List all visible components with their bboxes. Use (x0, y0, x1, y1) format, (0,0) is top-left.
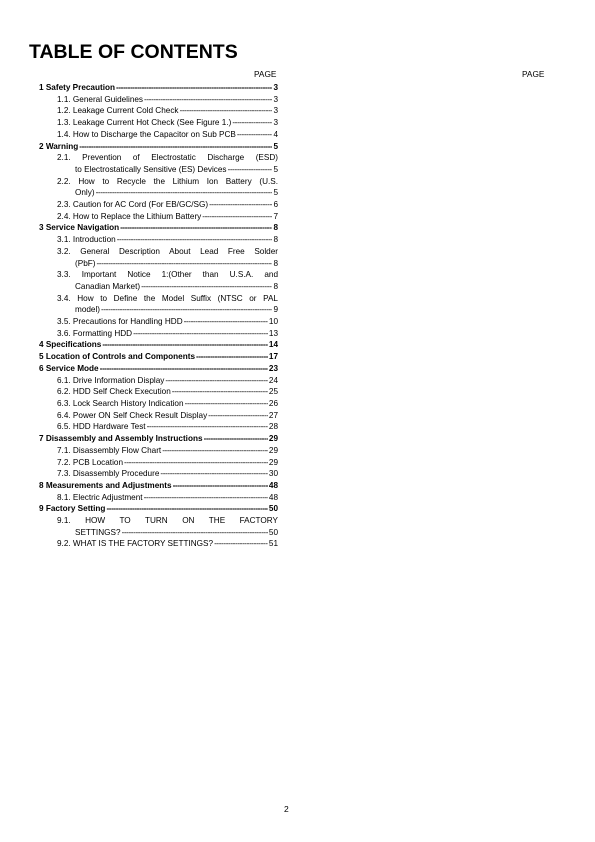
toc-entry-text: 3.5. Precautions for Handling HDD (57, 317, 183, 327)
dot-leader (162, 445, 268, 457)
toc-section-entry[interactable] (39, 503, 278, 515)
dot-leader (124, 457, 268, 469)
toc-entry-text: 6.2. HDD Self Check Execution (57, 387, 171, 397)
dot-leader (173, 480, 268, 492)
page-column-header-left: PAGE (254, 69, 277, 79)
toc-entry-page-number: 17 (268, 352, 278, 362)
dot-leader (144, 94, 272, 106)
toc-entry-page-number: 5 (273, 164, 278, 174)
dot-leader (214, 538, 268, 550)
dot-leader (180, 105, 273, 117)
toc-entry-text: 9.1. HOW TO TURN ON THE FACTORY (57, 516, 278, 526)
toc-subsection-entry[interactable] (39, 94, 278, 106)
toc-entry-text: 2 Warning (39, 141, 79, 151)
toc-entry-text: 7.3. Disassembly Procedure (57, 469, 160, 479)
toc-entry-text: 9.2. WHAT IS THE FACTORY SETTINGS? (57, 539, 214, 549)
toc-subsection-entry[interactable] (39, 328, 278, 340)
toc-section-entry[interactable] (39, 82, 278, 94)
toc-subsection-entry[interactable] (39, 316, 278, 328)
dot-leader (196, 351, 268, 363)
toc-entry-text: to Electrostatically Sensitive (ES) Devices (75, 164, 227, 174)
dot-leader (144, 492, 268, 504)
toc-entry-text: 8 Measurements and Adjustments (39, 480, 172, 490)
toc-entry-text: 2.2. How to Recycle the Lithium Ion Battery (U.S. (57, 176, 278, 186)
toc-section-entry[interactable] (39, 351, 278, 363)
toc-entry-text: 7 Disassembly and Assembly Instructions (39, 434, 203, 444)
toc-entry-page-number: 24 (268, 375, 278, 385)
toc-section-entry[interactable] (39, 222, 278, 234)
toc-entry-text: 1 Safety Precaution (39, 83, 115, 92)
toc-entry-text: 1.4. How to Discharge the Capacitor on Sub PCB (57, 129, 236, 139)
toc-subsection-entry[interactable] (39, 234, 278, 246)
toc-section-entry[interactable] (39, 480, 278, 492)
dot-leader (117, 234, 273, 246)
toc-entry-text: 2.4. How to Replace the Lithium Battery (57, 211, 202, 221)
toc-subsection-entry[interactable] (39, 538, 278, 550)
toc-entry-text: model) (75, 305, 101, 315)
toc-entry-text: 8.1. Electric Adjustment (57, 492, 143, 502)
toc-entry-text: Only) (75, 188, 95, 198)
toc-entry-page-number: 4 (273, 129, 278, 139)
toc-entry-text: 6.5. HDD Hardware Test (57, 422, 146, 432)
toc-entry-text: 4 Specifications (39, 340, 102, 350)
toc-subsection-entry[interactable] (39, 117, 278, 129)
toc-entry-text: 1.1. General Guidelines (57, 94, 144, 104)
toc-entry-page-number: 8 (273, 281, 278, 291)
toc-section-entry[interactable] (39, 363, 278, 375)
dot-leader (172, 386, 268, 398)
dot-leader (101, 304, 272, 316)
toc-subsection-entry[interactable] (39, 152, 278, 175)
toc-entry-page-number: 13 (268, 328, 278, 338)
dot-leader (79, 141, 272, 153)
toc-entry-text: 3.1. Introduction (57, 235, 116, 245)
page-column-header-right: PAGE (522, 69, 545, 79)
dot-leader (122, 527, 268, 539)
toc-entry-page-number: 5 (273, 141, 278, 151)
dot-leader (102, 339, 268, 351)
dot-leader (96, 187, 273, 199)
toc-entry-page-number: 29 (268, 434, 278, 444)
page-number: 2 (284, 804, 289, 814)
toc-entry-page-number: 29 (268, 457, 278, 467)
toc-subsection-entry[interactable] (39, 246, 278, 269)
dot-leader (116, 82, 272, 94)
toc-entry-text: 3.3. Important Notice 1:(Other than U.S.A. and (57, 270, 278, 280)
toc-entry-text: 6.4. Power ON Self Check Result Display (57, 410, 208, 420)
toc-entry-page-number: 14 (268, 340, 278, 350)
toc-subsection-entry[interactable] (39, 176, 278, 199)
document-title: TABLE OF CONTENTS (29, 41, 238, 63)
toc-entry-page-number: 3 (273, 94, 278, 104)
toc-subsection-entry[interactable] (39, 421, 278, 433)
dot-leader (184, 316, 268, 328)
toc-subsection-entry[interactable] (39, 492, 278, 504)
toc-entry-text: 1.2. Leakage Current Cold Check (57, 106, 179, 116)
toc-entry-text: 2.3. Caution for AC Cord (For EB/GC/SG) (57, 200, 209, 210)
toc-entry-page-number: 51 (268, 539, 278, 549)
toc-entry-text: 6.3. Lock Search History Indication (57, 398, 184, 408)
dot-leader (209, 199, 272, 211)
toc-subsection-entry[interactable] (39, 375, 278, 387)
dot-leader (208, 410, 268, 422)
toc-entry-text: 6.1. Drive Information Display (57, 375, 165, 385)
toc-entry-page-number: 50 (268, 504, 278, 514)
dot-leader (141, 281, 272, 293)
toc-entry-page-number: 48 (268, 492, 278, 502)
toc-entry-page-number: 28 (268, 422, 278, 432)
dot-leader (228, 164, 273, 176)
toc-entry-page-number: 3 (273, 106, 278, 116)
toc-entry-text: 3.4. How to Define the Model Suffix (NTSC or PAL (57, 293, 278, 303)
toc-entry-page-number: 5 (273, 188, 278, 198)
toc-entry-page-number: 3 (273, 118, 278, 128)
toc-subsection-entry[interactable] (39, 398, 278, 410)
toc-entry-text: (PbF) (75, 258, 96, 268)
toc-entry-page-number: 9 (273, 305, 278, 315)
toc-subsection-entry[interactable] (39, 468, 278, 480)
toc-entry-page-number: 25 (268, 387, 278, 397)
toc-entry-text: 1.3. Leakage Current Hot Check (See Figure 1.) (57, 118, 232, 128)
dot-leader (185, 398, 268, 410)
toc-entry-page-number: 29 (268, 445, 278, 455)
toc-subsection-entry[interactable] (39, 445, 278, 457)
toc-subsection-entry[interactable] (39, 457, 278, 469)
toc-entry-page-number: 50 (268, 527, 278, 537)
toc-entry-text: 7.1. Disassembly Flow Chart (57, 445, 162, 455)
toc-entry-text: 7.2. PCB Location (57, 457, 123, 467)
toc-entry-page-number: 8 (273, 258, 278, 268)
toc-subsection-entry[interactable] (39, 199, 278, 211)
dot-leader (232, 117, 272, 129)
toc-subsection-entry[interactable] (39, 129, 278, 141)
toc-entry-text: 3.2. General Description About Lead Free Solder (57, 246, 278, 256)
toc-entry-page-number: 48 (268, 480, 278, 490)
toc-entry-text: SETTINGS? (75, 527, 121, 537)
dot-leader (202, 211, 272, 223)
toc-entry-text: 3 Service Navigation (39, 223, 120, 233)
toc-subsection-entry[interactable] (39, 211, 278, 223)
toc-entry-page-number: 30 (268, 469, 278, 479)
toc-entry-page-number: 27 (268, 410, 278, 420)
dot-leader (133, 328, 268, 340)
dot-leader (96, 258, 272, 270)
toc-entry-page-number: 3 (273, 83, 278, 92)
toc-entry-page-number: 8 (273, 223, 278, 233)
toc-entry-text: 3.6. Formatting HDD (57, 328, 133, 338)
toc-subsection-entry[interactable] (39, 410, 278, 422)
toc-section-entry[interactable] (39, 433, 278, 445)
toc-entry-text: 6 Service Mode (39, 363, 99, 373)
toc-subsection-entry[interactable] (39, 515, 278, 538)
toc-entry-text: 9 Factory Setting (39, 504, 106, 514)
dot-leader (160, 468, 268, 480)
table-of-contents (39, 82, 278, 550)
toc-entry-page-number: 23 (268, 363, 278, 373)
toc-section-entry[interactable] (39, 141, 278, 153)
toc-entry-page-number: 7 (273, 211, 278, 221)
toc-subsection-entry[interactable] (39, 386, 278, 398)
dot-leader (106, 503, 267, 515)
toc-entry-text: Canadian Market) (75, 281, 141, 291)
dot-leader (237, 129, 273, 141)
toc-subsection-entry[interactable] (39, 293, 278, 316)
toc-entry-text: 2.1. Prevention of Electrostatic Discharge (ESD) (57, 153, 278, 163)
toc-entry-page-number: 10 (268, 317, 278, 327)
toc-entry-text: 5 Location of Controls and Components (39, 352, 196, 362)
toc-entry-page-number: 8 (273, 235, 278, 245)
toc-entry-page-number: 6 (273, 200, 278, 210)
toc-subsection-entry[interactable] (39, 105, 278, 117)
toc-section-entry[interactable] (39, 339, 278, 351)
dot-leader (165, 375, 268, 387)
toc-subsection-entry[interactable] (39, 269, 278, 292)
dot-leader (204, 433, 268, 445)
toc-entry-page-number: 26 (268, 398, 278, 408)
dot-leader (120, 222, 272, 234)
dot-leader (147, 421, 268, 433)
dot-leader (100, 363, 268, 375)
